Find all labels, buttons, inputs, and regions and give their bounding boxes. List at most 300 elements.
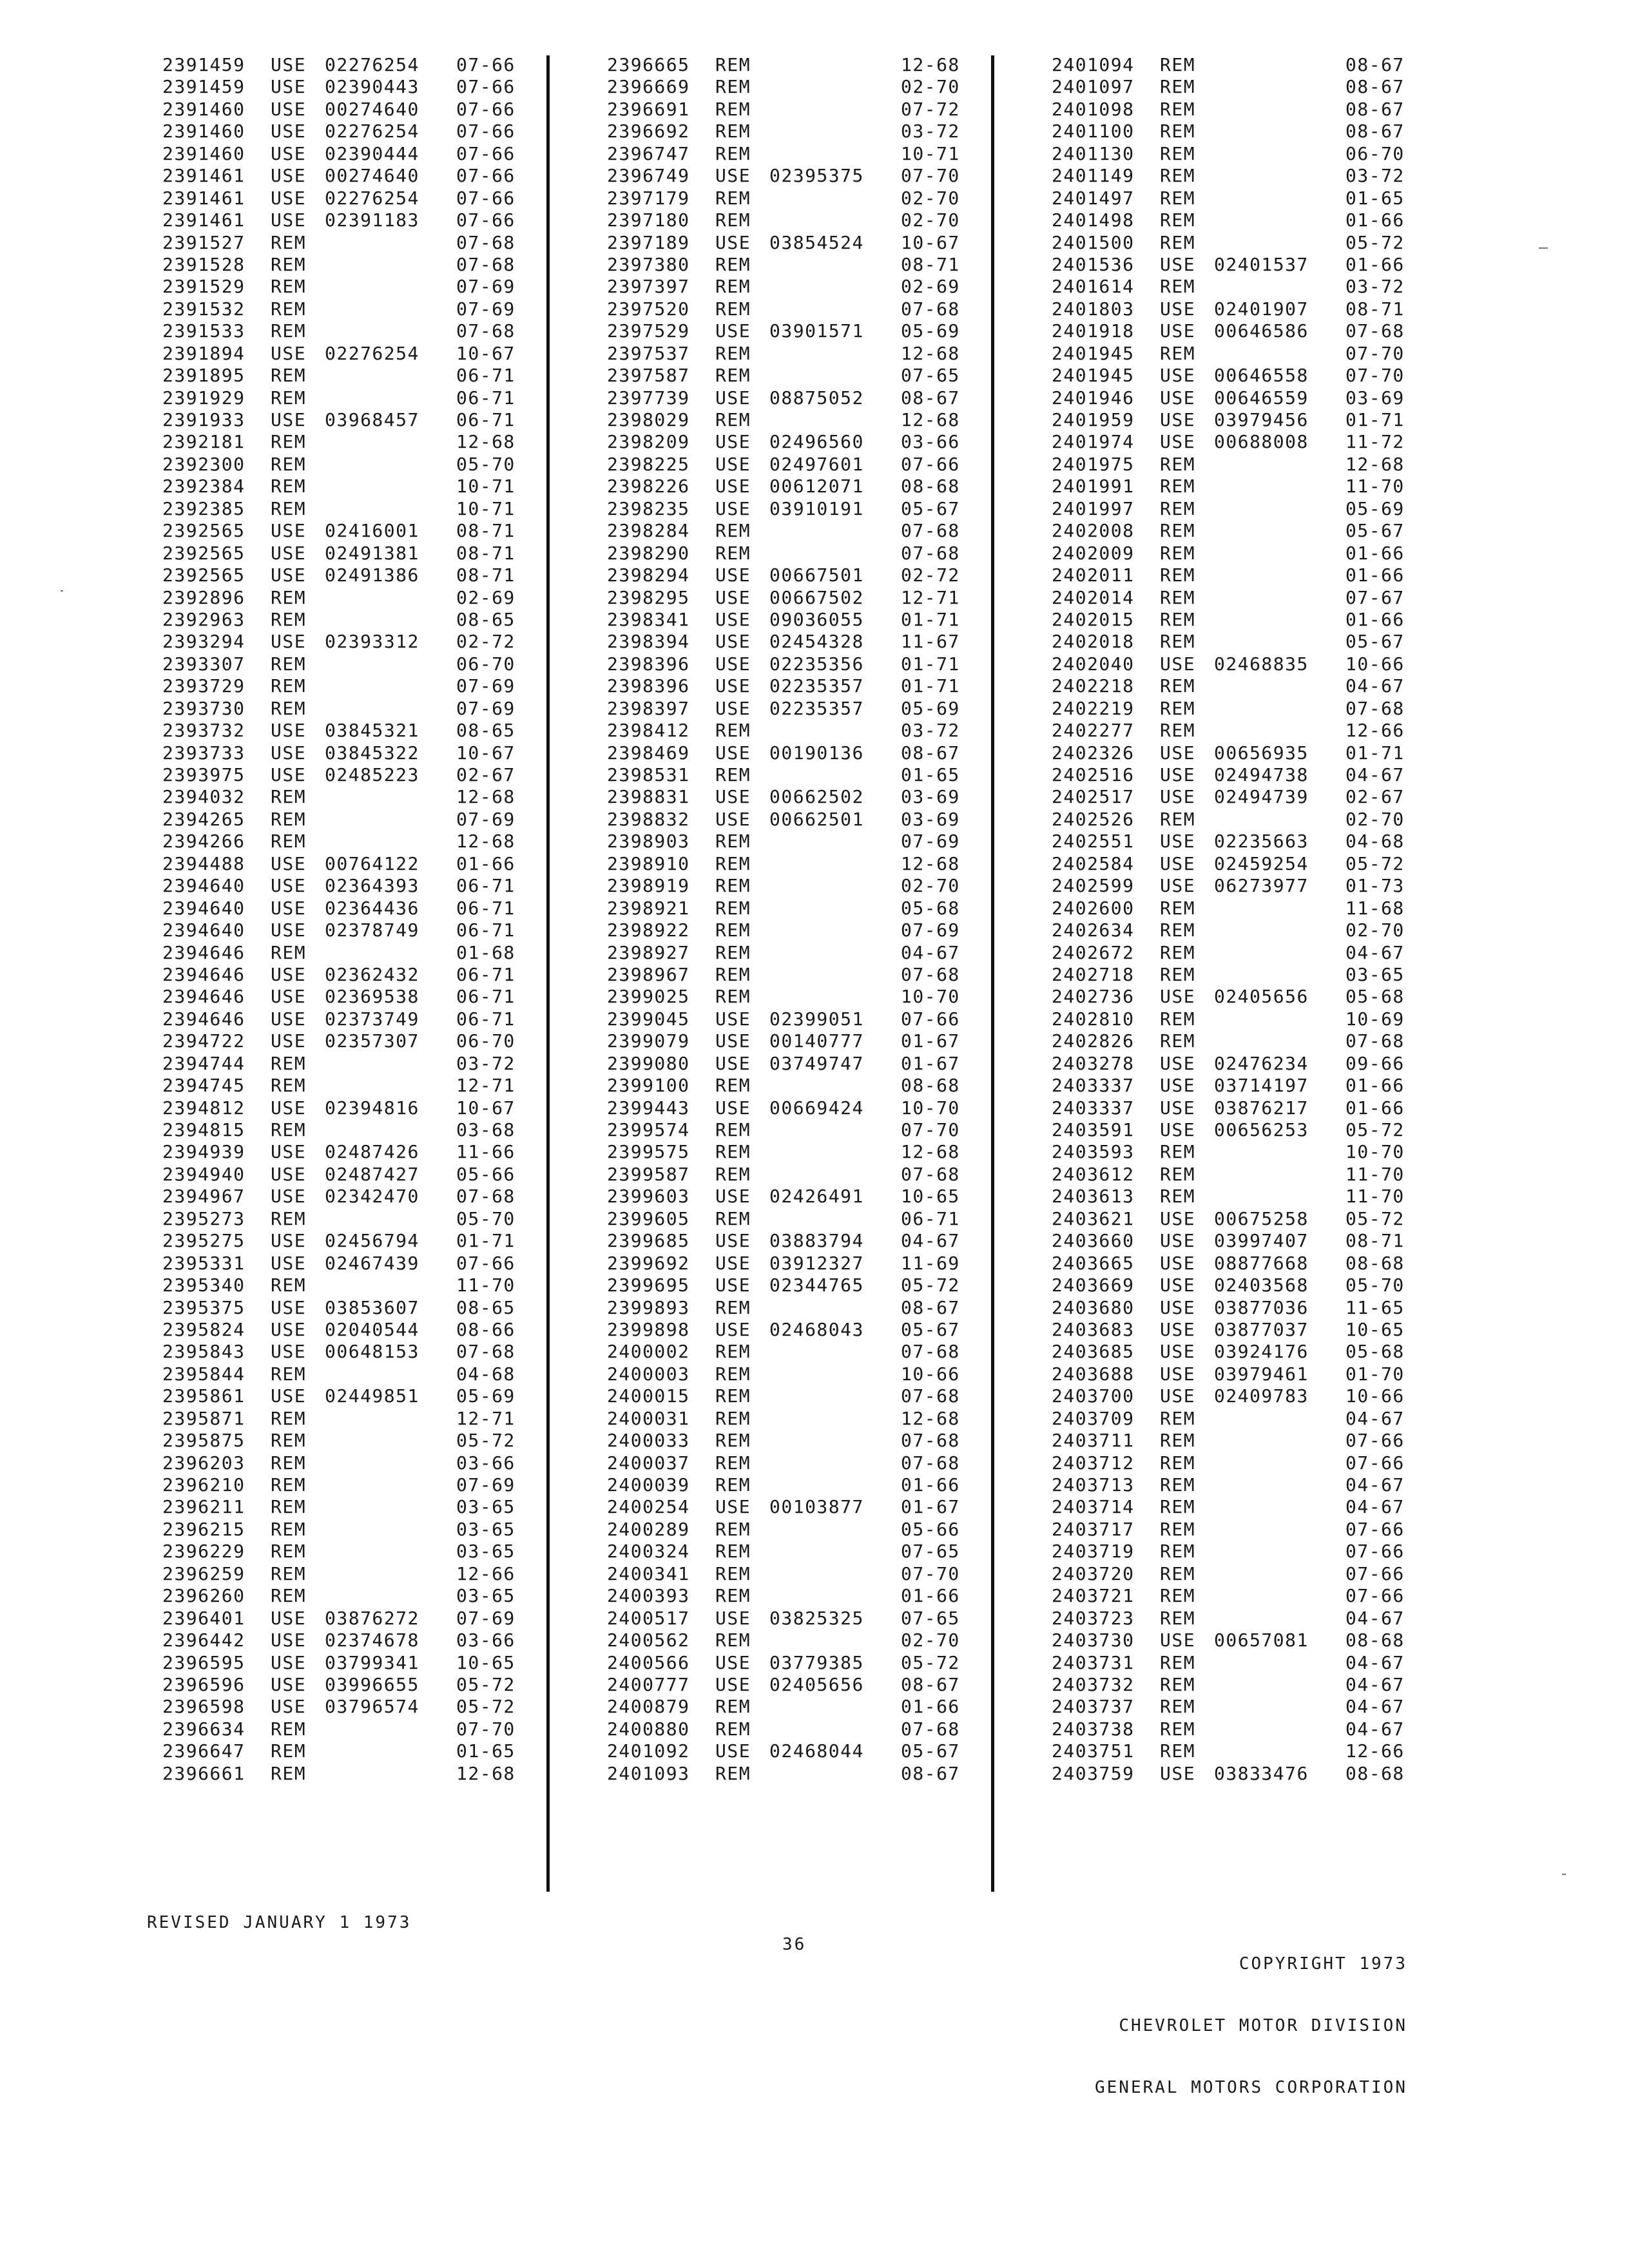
action-code: REM bbox=[271, 1518, 307, 1540]
part-number: 2403720 bbox=[1052, 1562, 1135, 1584]
effective-date: 02-67 bbox=[456, 764, 516, 785]
part-number: 2399695 bbox=[607, 1274, 690, 1296]
part-number: 2403685 bbox=[1052, 1341, 1135, 1363]
effective-date: 01-67 bbox=[901, 1030, 960, 1052]
action-code: USE bbox=[271, 1696, 307, 1718]
effective-date: 07-68 bbox=[456, 253, 516, 275]
effective-date: 07-68 bbox=[1345, 320, 1405, 342]
replacement-part-number: 00274640 bbox=[325, 98, 419, 120]
effective-date: 03-69 bbox=[901, 786, 960, 808]
part-number: 2394646 bbox=[162, 1008, 246, 1030]
replacement-part-number: 02393312 bbox=[325, 631, 419, 653]
action-code: USE bbox=[271, 631, 307, 653]
action-code: REM bbox=[1160, 941, 1196, 963]
action-code: USE bbox=[715, 1186, 751, 1207]
action-code: REM bbox=[271, 453, 307, 475]
action-code: USE bbox=[1160, 1296, 1196, 1318]
replacement-part-number: 03877037 bbox=[1214, 1318, 1309, 1340]
effective-date: 01-71 bbox=[456, 1230, 516, 1252]
effective-date: 07-66 bbox=[456, 165, 516, 187]
effective-date: 02-69 bbox=[901, 276, 960, 298]
replacement-part-number: 02373749 bbox=[325, 1008, 419, 1030]
action-code: USE bbox=[271, 1651, 307, 1673]
action-code: USE bbox=[715, 1230, 751, 1252]
effective-date: 12-71 bbox=[901, 586, 960, 608]
part-number: 2398226 bbox=[607, 476, 690, 497]
effective-date: 07-66 bbox=[456, 1252, 516, 1274]
action-code: USE bbox=[715, 231, 751, 253]
action-code: REM bbox=[271, 786, 307, 808]
effective-date: 01-73 bbox=[1345, 875, 1405, 897]
effective-date: 05-72 bbox=[901, 1274, 960, 1296]
effective-date: 03-65 bbox=[456, 1518, 516, 1540]
effective-date: 07-68 bbox=[456, 231, 516, 253]
replacement-part-number: 02494739 bbox=[1214, 786, 1309, 808]
action-code: REM bbox=[1160, 1562, 1196, 1584]
action-code: REM bbox=[1160, 1607, 1196, 1629]
part-number: 2402736 bbox=[1052, 986, 1135, 1008]
part-number: 2402584 bbox=[1052, 852, 1135, 874]
replacement-part-number: 02405656 bbox=[769, 1673, 864, 1695]
action-code: USE bbox=[271, 187, 307, 209]
replacement-part-number: 02487427 bbox=[325, 1163, 419, 1185]
effective-date: 01-66 bbox=[901, 1474, 960, 1495]
action-code: REM bbox=[271, 1075, 307, 1097]
effective-date: 06-71 bbox=[456, 963, 516, 985]
replacement-part-number: 00190136 bbox=[769, 742, 864, 764]
effective-date: 04-67 bbox=[901, 941, 960, 963]
replacement-part-number: 00646586 bbox=[1214, 320, 1309, 342]
effective-date: 11-69 bbox=[901, 1252, 960, 1274]
effective-date: 01-66 bbox=[1345, 1075, 1405, 1097]
part-number: 2400880 bbox=[607, 1718, 690, 1740]
replacement-part-number: 02401907 bbox=[1214, 298, 1309, 320]
effective-date: 10-71 bbox=[456, 497, 516, 519]
part-number: 2391461 bbox=[162, 165, 246, 187]
effective-date: 05-72 bbox=[456, 1430, 516, 1452]
replacement-part-number: 02342470 bbox=[325, 1186, 419, 1207]
part-number: 2396665 bbox=[607, 54, 690, 75]
effective-date: 05-66 bbox=[456, 1163, 516, 1185]
action-code: USE bbox=[1160, 786, 1196, 808]
action-code: USE bbox=[715, 165, 751, 187]
effective-date: 07-70 bbox=[1345, 342, 1405, 364]
part-number: 2391527 bbox=[162, 231, 246, 253]
effective-date: 08-67 bbox=[901, 1762, 960, 1784]
replacement-part-number: 02364393 bbox=[325, 875, 419, 897]
effective-date: 08-67 bbox=[1345, 76, 1405, 98]
part-number: 2392565 bbox=[162, 520, 246, 542]
action-code: REM bbox=[715, 520, 751, 542]
action-code: USE bbox=[271, 142, 307, 164]
effective-date: 04-67 bbox=[1345, 764, 1405, 785]
effective-date: 08-67 bbox=[1345, 98, 1405, 120]
effective-date: 08-71 bbox=[1345, 298, 1405, 320]
effective-date: 08-67 bbox=[1345, 54, 1405, 75]
action-code: USE bbox=[271, 1252, 307, 1274]
copyright-line: COPYRIGHT 1973 bbox=[1239, 1954, 1407, 1974]
action-code: USE bbox=[715, 387, 751, 408]
effective-date: 12-68 bbox=[901, 409, 960, 430]
effective-date: 01-71 bbox=[901, 675, 960, 697]
replacement-part-number: 02467439 bbox=[325, 1252, 419, 1274]
part-number: 2401614 bbox=[1052, 276, 1135, 298]
effective-date: 01-66 bbox=[901, 1696, 960, 1718]
action-code: REM bbox=[715, 986, 751, 1008]
part-number: 2400037 bbox=[607, 1452, 690, 1474]
replacement-part-number: 03779385 bbox=[769, 1651, 864, 1673]
action-code: USE bbox=[271, 54, 307, 75]
action-code: USE bbox=[271, 1385, 307, 1407]
effective-date: 07-65 bbox=[901, 1541, 960, 1562]
action-code: REM bbox=[715, 852, 751, 874]
part-number: 2399587 bbox=[607, 1163, 690, 1185]
action-code: USE bbox=[271, 165, 307, 187]
effective-date: 12-68 bbox=[456, 831, 516, 852]
replacement-part-number: 03979461 bbox=[1214, 1363, 1309, 1385]
effective-date: 03-68 bbox=[456, 1119, 516, 1140]
part-number: 2401959 bbox=[1052, 409, 1135, 430]
effective-date: 12-68 bbox=[901, 342, 960, 364]
effective-date: 02-70 bbox=[901, 1629, 960, 1651]
action-code: REM bbox=[1160, 564, 1196, 586]
replacement-part-number: 03924176 bbox=[1214, 1341, 1309, 1363]
action-code: REM bbox=[1160, 209, 1196, 231]
effective-date: 10-71 bbox=[901, 142, 960, 164]
effective-date: 07-69 bbox=[456, 1607, 516, 1629]
effective-date: 05-68 bbox=[1345, 986, 1405, 1008]
action-code: REM bbox=[1160, 342, 1196, 364]
part-number: 2397180 bbox=[607, 209, 690, 231]
part-number: 2403669 bbox=[1052, 1274, 1135, 1296]
effective-date: 02-70 bbox=[901, 76, 960, 98]
action-code: USE bbox=[1160, 431, 1196, 453]
action-code: USE bbox=[271, 98, 307, 120]
effective-date: 07-66 bbox=[456, 142, 516, 164]
action-code: REM bbox=[1160, 1518, 1196, 1540]
action-code: USE bbox=[271, 720, 307, 742]
action-code: REM bbox=[1160, 808, 1196, 830]
part-number: 2396595 bbox=[162, 1651, 246, 1673]
action-code: REM bbox=[715, 209, 751, 231]
effective-date: 07-66 bbox=[1345, 1452, 1405, 1474]
column-divider bbox=[991, 55, 994, 1892]
action-code: REM bbox=[1160, 120, 1196, 142]
effective-date: 05-66 bbox=[901, 1518, 960, 1540]
action-code: USE bbox=[1160, 764, 1196, 785]
effective-date: 05-68 bbox=[1345, 1341, 1405, 1363]
action-code: REM bbox=[1160, 919, 1196, 941]
action-code: USE bbox=[715, 564, 751, 586]
action-code: REM bbox=[1160, 142, 1196, 164]
part-number: 2401991 bbox=[1052, 476, 1135, 497]
part-number: 2403660 bbox=[1052, 1230, 1135, 1252]
part-number: 2395861 bbox=[162, 1385, 246, 1407]
part-number: 2399575 bbox=[607, 1141, 690, 1163]
replacement-part-number: 02235357 bbox=[769, 675, 864, 697]
part-number: 2401975 bbox=[1052, 453, 1135, 475]
effective-date: 01-66 bbox=[456, 852, 516, 874]
action-code: USE bbox=[271, 742, 307, 764]
effective-date: 01-71 bbox=[1345, 742, 1405, 764]
action-code: REM bbox=[715, 1696, 751, 1718]
effective-date: 02-70 bbox=[901, 875, 960, 897]
action-code: REM bbox=[715, 941, 751, 963]
effective-date: 10-69 bbox=[1345, 1008, 1405, 1030]
effective-date: 12-66 bbox=[1345, 1740, 1405, 1762]
effective-date: 04-67 bbox=[1345, 1407, 1405, 1429]
effective-date: 07-66 bbox=[456, 209, 516, 231]
effective-date: 04-67 bbox=[1345, 1673, 1405, 1695]
replacement-part-number: 00688008 bbox=[1214, 431, 1309, 453]
effective-date: 07-68 bbox=[901, 298, 960, 320]
effective-date: 07-68 bbox=[901, 1385, 960, 1407]
part-number: 2398967 bbox=[607, 963, 690, 985]
effective-date: 01-65 bbox=[901, 764, 960, 785]
effective-date: 12-71 bbox=[456, 1407, 516, 1429]
replacement-part-number: 02235356 bbox=[769, 653, 864, 675]
part-number: 2402018 bbox=[1052, 631, 1135, 653]
action-code: USE bbox=[1160, 409, 1196, 430]
part-number: 2391532 bbox=[162, 298, 246, 320]
action-code: REM bbox=[271, 1452, 307, 1474]
part-number: 2394722 bbox=[162, 1030, 246, 1052]
replacement-part-number: 03799341 bbox=[325, 1651, 419, 1673]
replacement-part-number: 02276254 bbox=[325, 342, 419, 364]
part-number: 2400777 bbox=[607, 1673, 690, 1695]
action-code: USE bbox=[715, 1673, 751, 1695]
effective-date: 07-69 bbox=[901, 831, 960, 852]
part-number: 2394488 bbox=[162, 852, 246, 874]
effective-date: 05-67 bbox=[901, 1740, 960, 1762]
replacement-part-number: 03883794 bbox=[769, 1230, 864, 1252]
action-code: REM bbox=[715, 54, 751, 75]
action-code: REM bbox=[715, 276, 751, 298]
action-code: REM bbox=[1160, 54, 1196, 75]
part-number: 2401500 bbox=[1052, 231, 1135, 253]
part-number: 2402326 bbox=[1052, 742, 1135, 764]
action-code: REM bbox=[715, 142, 751, 164]
effective-date: 10-66 bbox=[901, 1363, 960, 1385]
replacement-part-number: 02426491 bbox=[769, 1186, 864, 1207]
replacement-part-number: 00667501 bbox=[769, 564, 864, 586]
action-code: USE bbox=[1160, 1097, 1196, 1119]
effective-date: 03-72 bbox=[901, 720, 960, 742]
part-number: 2400341 bbox=[607, 1562, 690, 1584]
effective-date: 04-67 bbox=[1345, 941, 1405, 963]
part-number: 2403683 bbox=[1052, 1318, 1135, 1340]
part-number: 2399603 bbox=[607, 1186, 690, 1207]
replacement-part-number: 02405656 bbox=[1214, 986, 1309, 1008]
part-number: 2395843 bbox=[162, 1341, 246, 1363]
action-code: REM bbox=[271, 231, 307, 253]
action-code: REM bbox=[271, 1430, 307, 1452]
part-number: 2403680 bbox=[1052, 1296, 1135, 1318]
effective-date: 01-68 bbox=[456, 941, 516, 963]
action-code: USE bbox=[715, 653, 751, 675]
effective-date: 07-68 bbox=[456, 320, 516, 342]
part-number: 2400566 bbox=[607, 1651, 690, 1673]
replacement-part-number: 00662501 bbox=[769, 808, 864, 830]
part-number: 2392963 bbox=[162, 608, 246, 630]
part-number: 2403337 bbox=[1052, 1075, 1135, 1097]
effective-date: 07-69 bbox=[901, 919, 960, 941]
effective-date: 06-70 bbox=[456, 653, 516, 675]
part-number: 2393975 bbox=[162, 764, 246, 785]
part-number: 2400289 bbox=[607, 1518, 690, 1540]
replacement-part-number: 00669424 bbox=[769, 1097, 864, 1119]
part-number: 2396401 bbox=[162, 1607, 246, 1629]
replacement-part-number: 02395375 bbox=[769, 165, 864, 187]
part-number: 2394640 bbox=[162, 875, 246, 897]
action-code: USE bbox=[715, 476, 751, 497]
part-number: 2391461 bbox=[162, 209, 246, 231]
effective-date: 08-68 bbox=[1345, 1762, 1405, 1784]
action-code: USE bbox=[1160, 253, 1196, 275]
action-code: REM bbox=[271, 1740, 307, 1762]
action-code: REM bbox=[715, 1629, 751, 1651]
replacement-part-number: 03876272 bbox=[325, 1607, 419, 1629]
action-code: USE bbox=[271, 1163, 307, 1185]
action-code: REM bbox=[715, 365, 751, 387]
action-code: REM bbox=[271, 1541, 307, 1562]
action-code: USE bbox=[271, 342, 307, 364]
replacement-part-number: 02468044 bbox=[769, 1740, 864, 1762]
part-number: 2402526 bbox=[1052, 808, 1135, 830]
part-number: 2394032 bbox=[162, 786, 246, 808]
effective-date: 07-69 bbox=[456, 1474, 516, 1495]
effective-date: 10-71 bbox=[456, 476, 516, 497]
action-code: REM bbox=[715, 1585, 751, 1607]
effective-date: 07-65 bbox=[901, 365, 960, 387]
effective-date: 11-65 bbox=[1345, 1296, 1405, 1318]
effective-date: 01-67 bbox=[901, 1052, 960, 1074]
part-number: 2398225 bbox=[607, 453, 690, 475]
part-number: 2400003 bbox=[607, 1363, 690, 1385]
action-code: REM bbox=[271, 1407, 307, 1429]
part-number: 2399692 bbox=[607, 1252, 690, 1274]
part-number: 2403613 bbox=[1052, 1186, 1135, 1207]
part-number: 2391459 bbox=[162, 54, 246, 75]
action-code: REM bbox=[1160, 697, 1196, 719]
part-number: 2403591 bbox=[1052, 1119, 1135, 1140]
action-code: REM bbox=[271, 1562, 307, 1584]
part-number: 2400393 bbox=[607, 1585, 690, 1607]
effective-date: 07-68 bbox=[901, 1341, 960, 1363]
effective-date: 07-68 bbox=[901, 963, 960, 985]
effective-date: 03-72 bbox=[901, 120, 960, 142]
part-number: 2398294 bbox=[607, 564, 690, 586]
part-number: 2401918 bbox=[1052, 320, 1135, 342]
action-code: USE bbox=[1160, 986, 1196, 1008]
part-number: 2403665 bbox=[1052, 1252, 1135, 1274]
action-code: REM bbox=[715, 1718, 751, 1740]
replacement-part-number: 02403568 bbox=[1214, 1274, 1309, 1296]
part-number: 2394266 bbox=[162, 831, 246, 852]
replacement-part-number: 02449851 bbox=[325, 1385, 419, 1407]
corporation-line: GENERAL MOTORS CORPORATION bbox=[1095, 2078, 1407, 2097]
effective-date: 08-71 bbox=[456, 564, 516, 586]
replacement-part-number: 08875052 bbox=[769, 387, 864, 408]
part-number: 2397520 bbox=[607, 298, 690, 320]
part-number: 2402718 bbox=[1052, 963, 1135, 985]
action-code: USE bbox=[715, 1274, 751, 1296]
replacement-part-number: 00656253 bbox=[1214, 1119, 1309, 1140]
replacement-part-number: 02235357 bbox=[769, 697, 864, 719]
effective-date: 07-72 bbox=[901, 98, 960, 120]
part-number: 2394815 bbox=[162, 1119, 246, 1140]
replacement-part-number: 02459254 bbox=[1214, 852, 1309, 874]
replacement-part-number: 03876217 bbox=[1214, 1097, 1309, 1119]
effective-date: 02-70 bbox=[1345, 919, 1405, 941]
part-number: 2393729 bbox=[162, 675, 246, 697]
part-number: 2399080 bbox=[607, 1052, 690, 1074]
effective-date: 05-70 bbox=[456, 1207, 516, 1229]
action-code: REM bbox=[715, 1452, 751, 1474]
action-code: REM bbox=[1160, 497, 1196, 519]
action-code: USE bbox=[715, 1651, 751, 1673]
effective-date: 02-70 bbox=[901, 209, 960, 231]
effective-date: 11-70 bbox=[1345, 1163, 1405, 1185]
replacement-part-number: 02409783 bbox=[1214, 1385, 1309, 1407]
action-code: REM bbox=[271, 1474, 307, 1495]
action-code: USE bbox=[271, 1607, 307, 1629]
effective-date: 07-66 bbox=[456, 187, 516, 209]
action-code: REM bbox=[715, 1474, 751, 1495]
action-code: REM bbox=[271, 387, 307, 408]
effective-date: 08-67 bbox=[901, 1296, 960, 1318]
scan-speck bbox=[1562, 1874, 1566, 1875]
part-number: 2394967 bbox=[162, 1186, 246, 1207]
effective-date: 08-65 bbox=[456, 720, 516, 742]
part-number: 2401092 bbox=[607, 1740, 690, 1762]
replacement-part-number: 02235663 bbox=[1214, 831, 1309, 852]
part-number: 2396211 bbox=[162, 1496, 246, 1518]
replacement-part-number: 02416001 bbox=[325, 520, 419, 542]
part-number: 2395340 bbox=[162, 1274, 246, 1296]
effective-date: 06-71 bbox=[456, 919, 516, 941]
effective-date: 07-69 bbox=[456, 675, 516, 697]
effective-date: 03-69 bbox=[1345, 387, 1405, 408]
effective-date: 10-67 bbox=[456, 342, 516, 364]
action-code: USE bbox=[1160, 1318, 1196, 1340]
effective-date: 07-68 bbox=[901, 1163, 960, 1185]
action-code: REM bbox=[1160, 187, 1196, 209]
action-code: REM bbox=[271, 431, 307, 453]
part-number: 2396229 bbox=[162, 1541, 246, 1562]
part-number: 2400039 bbox=[607, 1474, 690, 1495]
effective-date: 08-68 bbox=[1345, 1252, 1405, 1274]
part-number: 2400517 bbox=[607, 1607, 690, 1629]
action-code: USE bbox=[271, 1186, 307, 1207]
effective-date: 03-65 bbox=[456, 1496, 516, 1518]
effective-date: 12-68 bbox=[456, 786, 516, 808]
part-number: 2399893 bbox=[607, 1296, 690, 1318]
action-code: USE bbox=[1160, 298, 1196, 320]
effective-date: 05-69 bbox=[901, 320, 960, 342]
part-number: 2402219 bbox=[1052, 697, 1135, 719]
part-number: 2402551 bbox=[1052, 831, 1135, 852]
action-code: REM bbox=[715, 1407, 751, 1429]
action-code: REM bbox=[715, 342, 751, 364]
effective-date: 01-66 bbox=[1345, 564, 1405, 586]
action-code: USE bbox=[715, 453, 751, 475]
action-code: REM bbox=[271, 1119, 307, 1140]
action-code: USE bbox=[1160, 1052, 1196, 1074]
effective-date: 03-65 bbox=[456, 1541, 516, 1562]
part-number: 2402277 bbox=[1052, 720, 1135, 742]
part-number: 2398284 bbox=[607, 520, 690, 542]
